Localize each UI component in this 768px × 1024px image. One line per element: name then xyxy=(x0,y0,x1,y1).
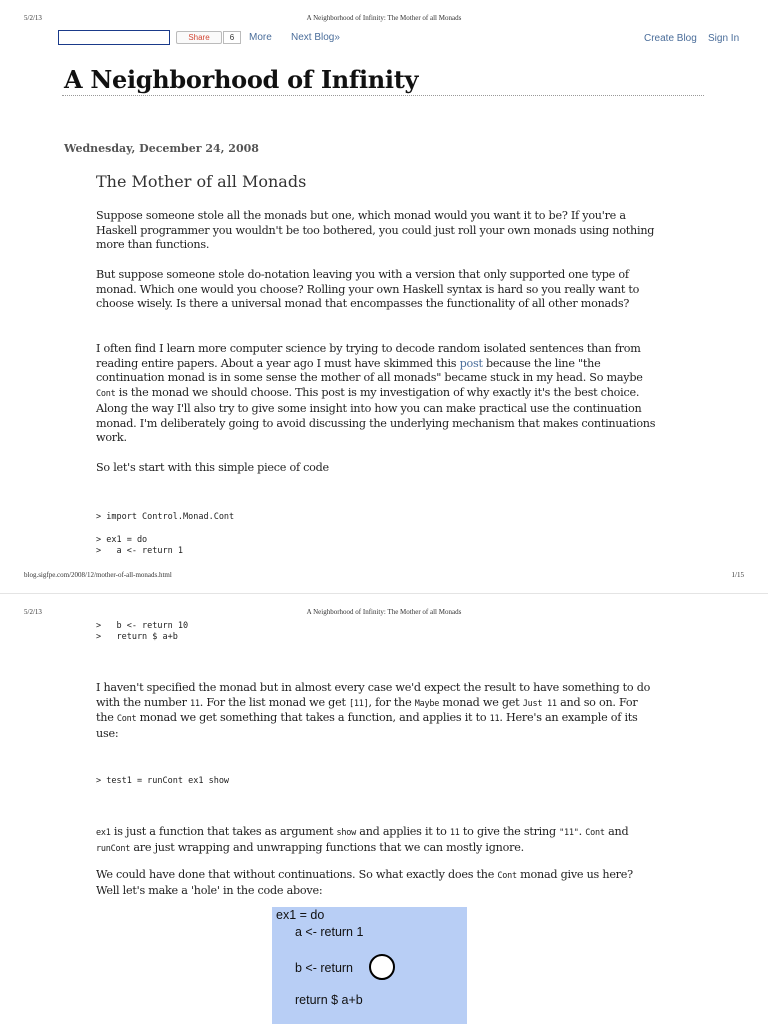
code-block-import: > import Control.Monad.Cont xyxy=(96,512,235,522)
paragraph-4: So let's start with this simple piece of code xyxy=(96,461,329,474)
title-divider xyxy=(62,95,704,96)
paragraph-6: ex1 is just a function that takes as argument show and applies it to 11 to give the string "11". Cont and runCont are just wrapping and unwrapping functions that we can mostly ignore. xyxy=(96,825,629,854)
search-input[interactable] xyxy=(58,30,170,45)
diagram-line-2: a <- return 1 xyxy=(295,925,364,939)
diagram-line-4: return $ a+b xyxy=(295,993,363,1007)
diagram-line-3: b <- return xyxy=(295,961,354,975)
footer-page-number: 1/15 xyxy=(731,571,744,579)
page-break xyxy=(0,593,768,594)
paragraph-3: I often find I learn more computer science by trying to decode random isolated sentences than from reading entire papers. About a year ago I must have skimmed this post because the line "the continuation monad is in some sense the mother of all monads" became stuck in my head. So maybe Cont is the monad we should choose. This post is my investigation of why exactly it's the best choice. Along the way I'll also try to give some insight into how you can make practical use the continuation monad. I'm deliberately going to avoid discussing the underlying mechanism that makes continuations work. xyxy=(96,342,656,445)
diagram-line-1: ex1 = do xyxy=(276,908,325,922)
post-title[interactable]: The Mother of all Monads xyxy=(96,172,307,191)
print-date: 5/2/13 xyxy=(24,14,42,22)
share-count: 6 xyxy=(223,31,241,44)
hole-circle-icon xyxy=(369,954,395,980)
print-title-2: A Neighborhood of Infinity: The Mother of all Monads xyxy=(306,608,462,616)
code-block-ex1: > ex1 = do > a <- return 1 xyxy=(96,535,183,556)
code-hole-diagram xyxy=(272,907,467,1024)
footer-url: blog.sigfpe.com/2008/12/mother-of-all-monads.html xyxy=(24,571,172,579)
more-link[interactable]: More xyxy=(249,32,272,43)
blog-title[interactable]: A Neighborhood of Infinity xyxy=(64,65,419,94)
code-block-test1: > test1 = runCont ex1 show xyxy=(96,776,230,786)
paragraph-1: Suppose someone stole all the monads but one, which monad would you want it to be? If you're a Haskell programmer you wouldn't be too bothered, you could just roll your own monads using nothing more than functions. xyxy=(96,209,655,252)
paragraph-5: I haven't specified the monad but in almost every case we'd expect the result to have something to do with the number 11. For the list monad we get [11], for the Maybe monad we get Just 11 and so on. For the Cont monad we get something that takes a function, and applies it to 11. Here's an example of its use: xyxy=(96,681,651,741)
paragraph-7: We could have done that without continuations. So what exactly does the Cont monad give us here? Well let's make a 'hole' in the code above: xyxy=(96,868,633,897)
next-blog-link[interactable]: Next Blog» xyxy=(291,32,340,43)
share-button[interactable]: Share xyxy=(176,31,222,44)
create-blog-link[interactable]: Create Blog xyxy=(644,33,697,44)
code-block-ex1-cont: > b <- return 10 > return $ a+b xyxy=(96,621,189,642)
post-link[interactable]: post xyxy=(459,356,483,370)
paragraph-2: But suppose someone stole do-notation leaving you with a version that only supported one type of monad. Which one would you choose? Rolling your own Haskell syntax is hard so you really want to choose wisely. Is there a universal monad that encompasses the functionality of all other monads? xyxy=(96,268,640,311)
print-title: A Neighborhood of Infinity: The Mother of all Monads xyxy=(306,14,462,22)
post-date: Wednesday, December 24, 2008 xyxy=(64,142,259,155)
sign-in-link[interactable]: Sign In xyxy=(708,33,740,44)
print-date-2: 5/2/13 xyxy=(24,608,42,616)
